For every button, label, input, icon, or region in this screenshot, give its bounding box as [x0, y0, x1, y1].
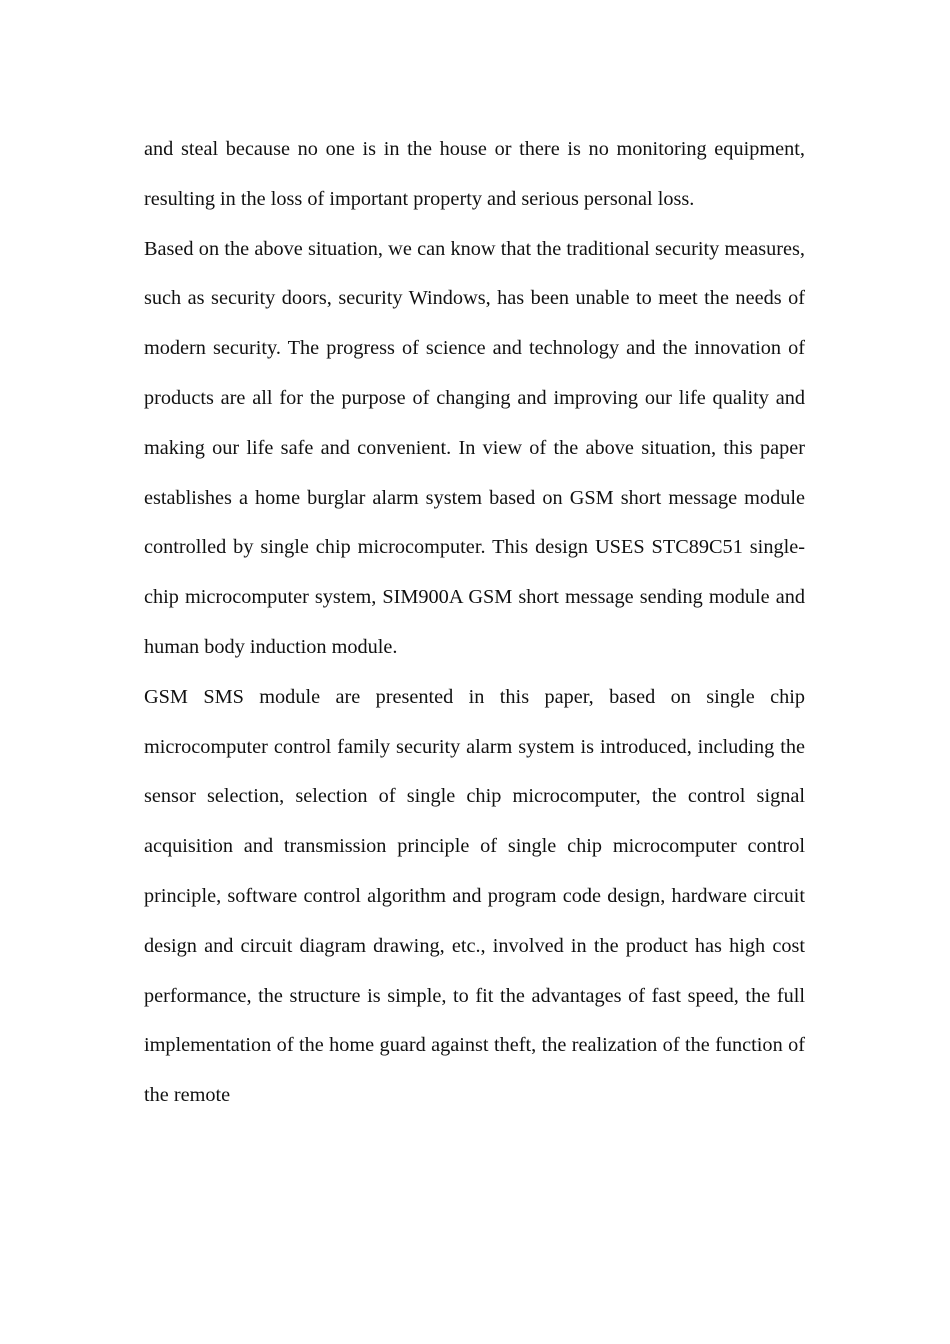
paragraph-continuation: and steal because no one is in the house or there is no monitoring equipment, resulting in the loss of important property and serious personal loss. [144, 138, 805, 210]
body-text [144, 125, 805, 1121]
paragraph-system-overview: GSM SMS module are presented in this paper, based on single chip microcomputer control family security alarm system is introduced, including the sensor selection, selection of single chip microcomputer, the control signal acquisition and transmission principle of single chip microcomputer control principle, software control algorithm and program code design, hardware circuit design and circuit diagram drawing, etc., involved in the product has high cost performance, the structure is simple, to fit the advantages of fast speed, the full implementation of the home guard against theft, the realization of the function of the remote [144, 685, 805, 1107]
paragraph-background: Based on the above situation, we can know that the traditional security measures, such as security doors, security Windows, has been unable to meet the needs of modern security. The progress of science and technology and the innovation of products are all for the purpose of changing and improving our life quality and making our life safe and convenient. In view of the above situation, this paper establishes a home burglar alarm system based on GSM short message module controlled by single chip microcomputer. This design USES STC89C51 single-chip microcomputer system, SIM900A GSM short message sending module and human body induction module. [144, 237, 805, 658]
